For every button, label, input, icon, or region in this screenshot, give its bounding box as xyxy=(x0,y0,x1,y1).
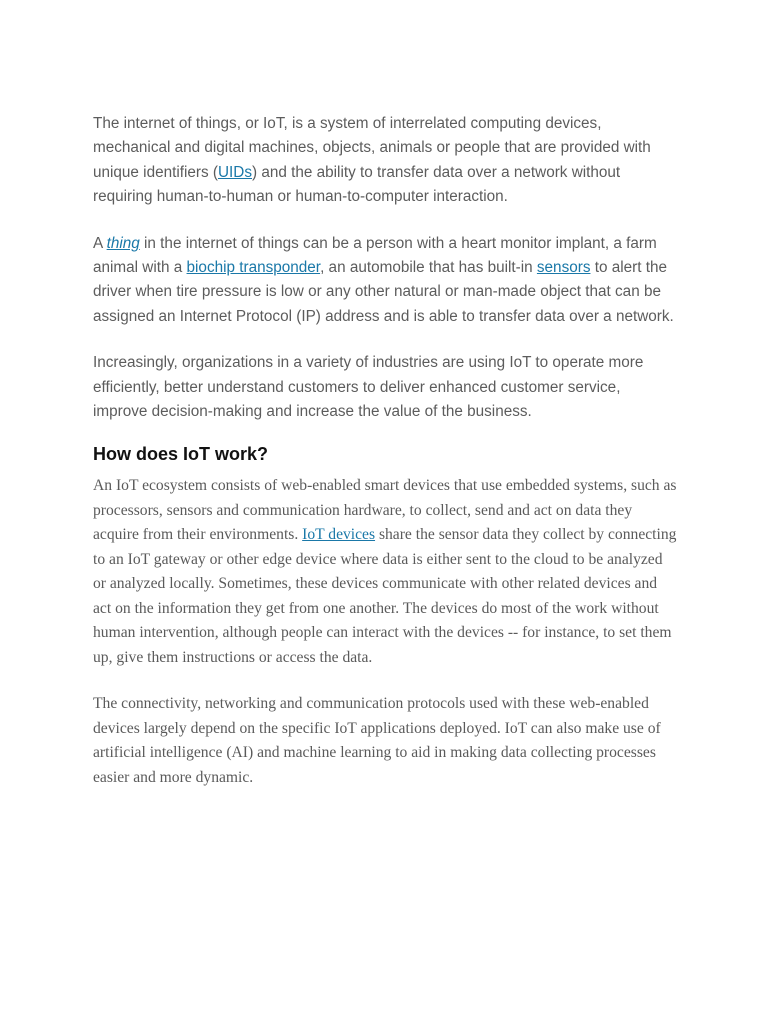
paragraph-text: The internet of things, or IoT, is a system of interrelated computing devices, mechanical and digital machines, objects, animals or people that are provided with unique identifiers ( xyxy=(93,115,651,181)
thing-link[interactable]: thing xyxy=(106,234,140,252)
paragraph-ecosystem xyxy=(93,474,677,670)
paragraph-connectivity: The connectivity, networking and communication protocols used with these web-enabled devices largely depend on the specific IoT applications deployed. IoT can also make use of artificial intelligence (AI) and machine learning to aid in making data collecting processes easier and more dynamic. xyxy=(93,695,661,786)
paragraph-text: ) and the ability to transfer data over a network without requiring human-to-human or human-to-computer interaction. xyxy=(93,163,621,206)
paragraph-text: , an automobile that has built-in xyxy=(320,259,537,277)
paragraph-text: in the internet of things can be a person with a heart monitor implant, a farm animal with a xyxy=(93,234,657,277)
paragraph-text: to alert the driver when tire pressure is low or any other natural or man-made object that can be assigned an Internet Protocol (IP) address and is able to transfer data over a network. xyxy=(93,259,674,325)
paragraph-organizations: Increasingly, organizations in a variety of industries are using IoT to operate more efficiently, better understand customers to deliver enhanced customer service, improve decision-making and increase the value of the business. xyxy=(93,354,644,421)
section-heading: How does IoT work? xyxy=(93,444,269,465)
paragraph-text: share the sensor data they collect by connecting to an IoT gateway or other edge device where data is either sent to the cloud to be analyzed or analyzed locally. Sometimes, these devices communicate with other related devices and act on the information they get from one another. The devices do most of the work without human intervention, although people can interact with the devices -- for instance, to set them up, give them instructions or access the data. xyxy=(93,526,677,666)
paragraph-text: An IoT ecosystem consists of web-enabled smart devices that use embedded systems, such as processors, sensors and communication hardware, to collect, send and act on data they acquire from their environments. xyxy=(93,477,677,544)
paragraph-iot-definition xyxy=(93,112,677,210)
iot-devices-link[interactable]: IoT devices xyxy=(302,526,376,544)
sensors-link[interactable]: sensors xyxy=(536,259,591,277)
paragraph-text: A xyxy=(93,234,107,252)
article xyxy=(93,112,677,790)
biochip-transponder-link[interactable]: biochip transponder xyxy=(186,259,321,277)
paragraph-thing-definition xyxy=(93,232,677,330)
uids-link[interactable]: UIDs xyxy=(218,163,252,181)
